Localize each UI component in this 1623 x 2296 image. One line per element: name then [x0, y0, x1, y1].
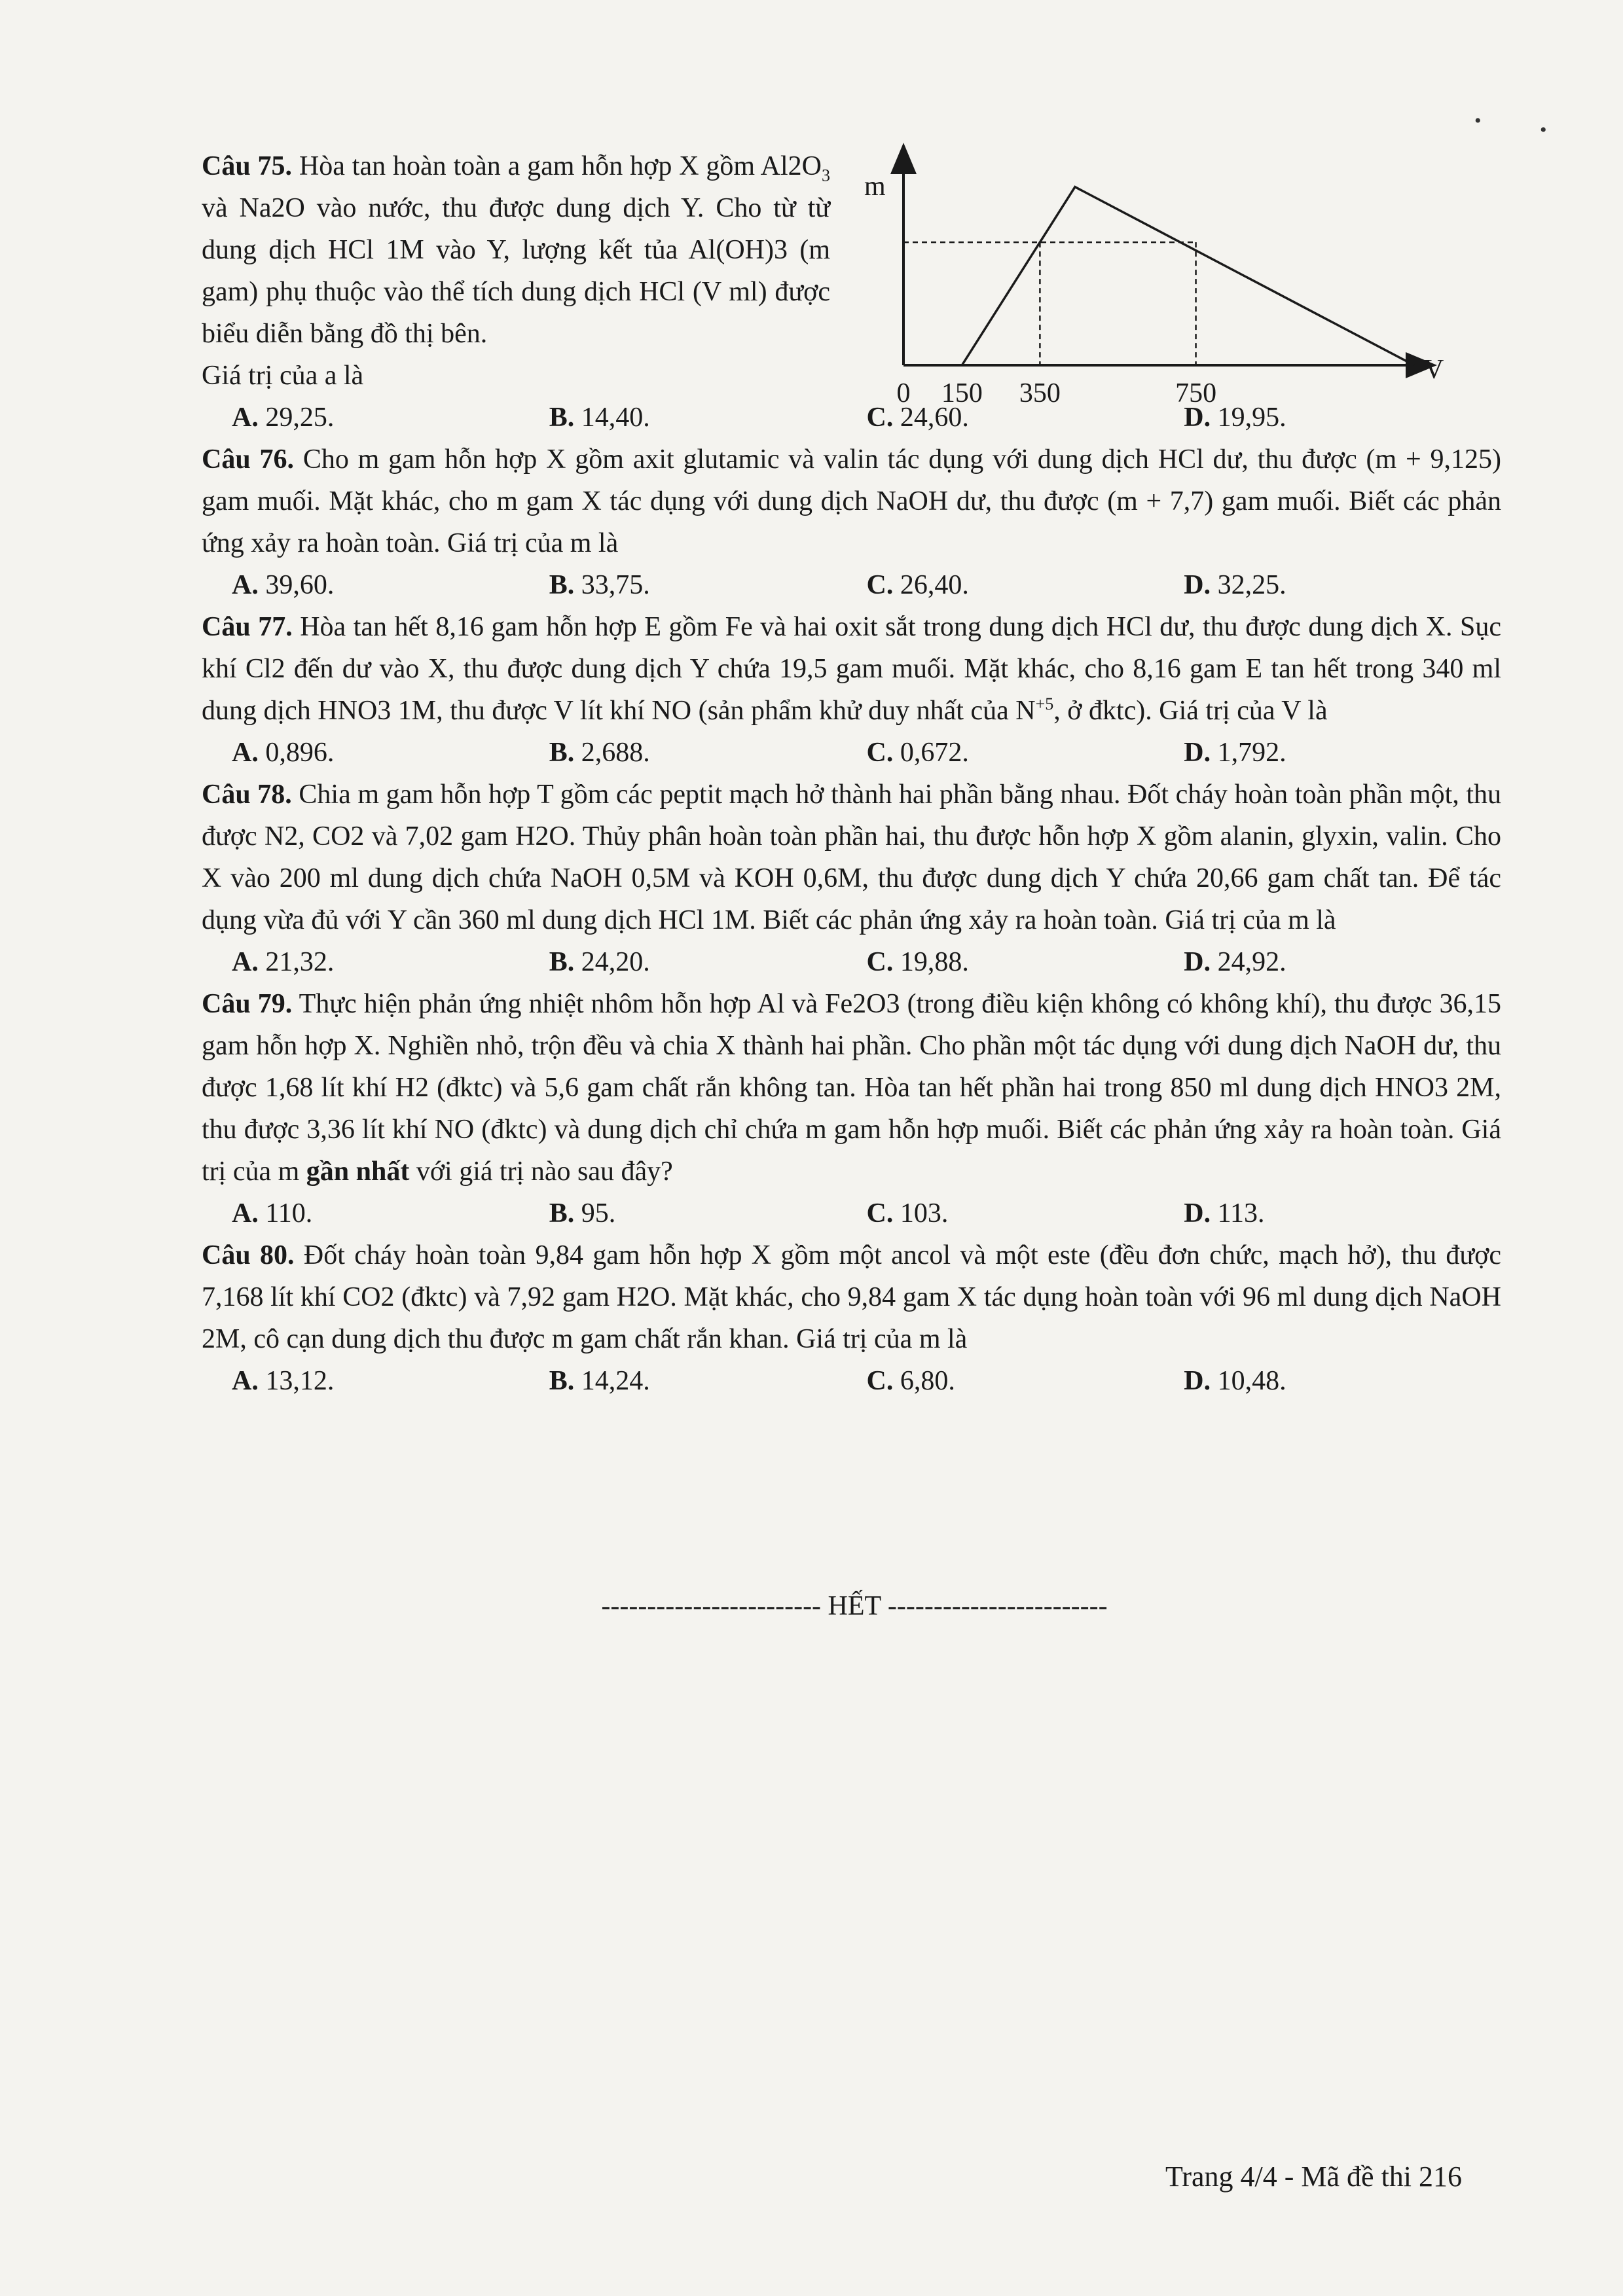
option-c[interactable]: C. 103. — [866, 1198, 949, 1229]
options — [202, 941, 1501, 983]
x-tick-label: 150 — [941, 378, 983, 408]
question-text: Câu 79. Thực hiện phản ứng nhiệt nhôm hỗn hợp Al và Fe2O3 (trong điều kiện không có không khí), thu được 36,15 gam hỗn hợp X. Nghiền nhỏ, trộn đều và chia X thành hai phần. Cho phần một tác dụng với dung dịch NaOH dư, thu được 1,68 lít khí H2 (đktc) và 5,6 gam chất rắn không tan. Hòa tan hết phần hai trong 850 ml dung dịch HNO3 2M, thu được 3,36 lít khí NO (đktc) và dung dịch chỉ chứa m gam hỗn hợp muối. Biết các phản ứng xảy ra hoàn toàn. Giá trị của m gần nhất với giá trị nào sau đây? — [202, 989, 1501, 1187]
option-b[interactable]: B. 14,40. — [549, 403, 650, 433]
question-text: Câu 75. Hòa tan hoàn toàn a gam hỗn hợp X gồm $Al2O_3$ và Na2O vào nước, thu được dung dịch Y. Cho từ từ dung dịch HCl 1M vào Y, lượng kết tủa Al(OH)3 (m gam) phụ thuộc vào thể tích dung dịch HCl (V ml) được biểu diễn bằng đồ thị bên. — [202, 151, 831, 349]
option-b[interactable]: B. 24,20. — [549, 947, 650, 977]
question-number: Câu 80. — [202, 1240, 295, 1270]
option-b[interactable]: B. 95. — [549, 1198, 616, 1229]
question-number: Câu 78. — [202, 780, 292, 810]
question-80 — [202, 1234, 1501, 1402]
scan-speck: • — [1474, 110, 1482, 132]
option-d[interactable]: D. 32,25. — [1184, 570, 1286, 600]
page-footer: Trang 4/4 - Mã đề thi 216 — [1165, 2161, 1463, 2193]
question-79 — [202, 983, 1501, 1234]
question-text: Câu 80. Đốt cháy hoàn toàn 9,84 gam hỗn hợp X gồm một ancol và một este (đều đơn chức, mạch hở), thu được 7,168 lít khí CO2 (đktc) và 7,92 gam H2O. Mặt khác, cho 9,84 gam X tác dụng hoàn toàn với 96 ml dung dịch NaOH 2M, cô cạn dung dịch thu được m gam chất rắn khan. Giá trị của m là — [202, 1240, 1502, 1354]
question-number: Câu 79. — [202, 989, 293, 1019]
question-text: Câu 77. Hòa tan hết 8,16 gam hỗn hợp E gồm Fe và hai oxit sắt trong dung dịch HCl dư, thu được dung dịch X. Sục khí Cl2 đến dư vào X, thu được dung dịch Y chứa 19,5 gam muối. Mặt khác, cho 8,16 gam E tan hết trong 340 ml dung dịch HNO3 1M, thu được V lít khí NO (sản phẩm khử duy nhất của $N^{+5}$, ở đktc). Giá trị của V là — [202, 612, 1501, 726]
option-a[interactable]: A. 29,25. — [232, 403, 335, 433]
options — [202, 732, 1501, 774]
question-number: Câu 75. — [202, 151, 293, 181]
option-d[interactable]: D. 24,92. — [1184, 947, 1286, 977]
option-c[interactable]: C. 24,60. — [866, 403, 969, 433]
end-marker: ------------------------ HẾT ------------------------ — [601, 1591, 1108, 1621]
x-tick-label: 0 — [896, 378, 911, 408]
option-c[interactable]: C. 0,672. — [866, 738, 969, 768]
option-d[interactable]: D. 10,48. — [1184, 1366, 1286, 1396]
x-tick-label: 750 — [1175, 378, 1217, 408]
question-text: Câu 76. Cho m gam hỗn hợp X gồm axit glutamic và valin tác dụng với dung dịch HCl dư, thu được (m + 9,125) gam muối. Mặt khác, cho m gam X tác dụng với dung dịch NaOH dư, thu được (m + 7,7) gam muối. Biết các phản ứng xảy ra hoàn toàn. Giá trị của m là — [202, 444, 1501, 558]
question-text: Câu 78. Chia m gam hỗn hợp T gồm các peptit mạch hở thành hai phần bằng nhau. Đốt cháy hoàn toàn phần một, thu được N2, CO2 và 7,02 gam H2O. Thủy phân hoàn toàn phần hai, thu được hỗn hợp X gồm alanin, glyxin, valin. Cho X vào 200 ml dung dịch chứa NaOH 0,5M và KOH 0,6M, thu được dung dịch Y chứa 20,66 gam chất tan. Để tác dụng vừa đủ với Y cần 360 ml dung dịch HCl 1M. Biết các phản ứng xảy ra hoàn toàn. Giá trị của m là — [202, 780, 1501, 935]
option-a[interactable]: A. 21,32. — [232, 947, 335, 977]
question-77 — [202, 606, 1501, 774]
option-c[interactable]: C. 6,80. — [866, 1366, 955, 1396]
question-number: Câu 77. — [202, 612, 293, 642]
option-b[interactable]: B. 2,688. — [549, 738, 650, 768]
option-a[interactable]: A. 0,896. — [232, 738, 335, 768]
x-tick-label: 350 — [1019, 378, 1061, 408]
question-78 — [202, 774, 1501, 983]
option-d[interactable]: D. 19,95. — [1184, 403, 1286, 433]
question-number: Câu 76. — [202, 444, 295, 475]
option-d[interactable]: D. 113. — [1184, 1198, 1265, 1229]
option-c[interactable]: C. 19,88. — [866, 947, 969, 977]
x-axis-label: V — [1424, 355, 1444, 385]
question-prompt: Giá trị của a là — [202, 361, 364, 391]
option-d[interactable]: D. 1,792. — [1184, 738, 1286, 768]
option-c[interactable]: C. 26,40. — [866, 570, 969, 600]
option-b[interactable]: B. 33,75. — [549, 570, 650, 600]
scan-speck: • — [1540, 119, 1547, 141]
options — [202, 1360, 1501, 1402]
series-line — [962, 187, 1414, 365]
option-b[interactable]: B. 14,24. — [549, 1366, 650, 1396]
option-a[interactable]: A. 110. — [232, 1198, 313, 1229]
y-axis-label: m — [864, 171, 886, 202]
option-a[interactable]: A. 39,60. — [232, 570, 335, 600]
options — [202, 564, 1501, 606]
options — [202, 1193, 1501, 1234]
option-a[interactable]: A. 13,12. — [232, 1366, 335, 1396]
question-76 — [202, 439, 1501, 606]
